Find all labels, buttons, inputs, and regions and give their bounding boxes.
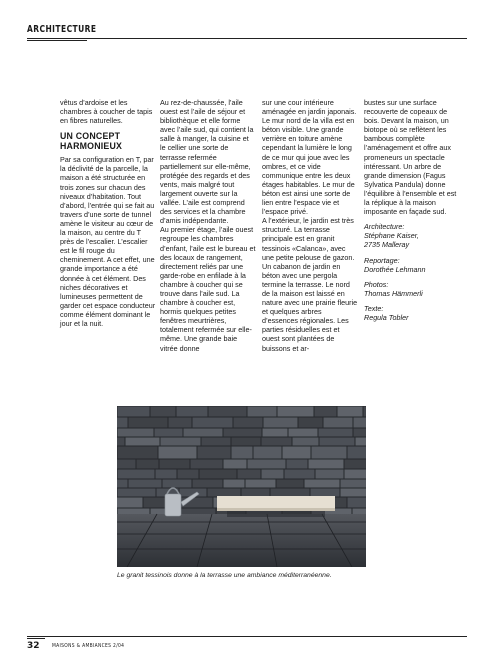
credit-value: Regula Tobler [364,312,409,322]
wall-stone [314,406,337,417]
wall-stone [183,428,223,437]
wall-stone [197,446,231,459]
text-column-1 [60,98,156,328]
wall-stone [276,479,304,488]
wall-stone [340,488,366,497]
header-rule [27,38,467,39]
wall-stone [315,469,344,479]
wall-stone [304,479,340,488]
wall-stone [201,437,231,446]
wall-stone [347,497,366,508]
wall-stone [323,417,353,428]
wall-stone [125,437,160,446]
paragraph: Par sa configuration en T, par la déclivité de la parcelle, la maison a été structurée en trois zones sur chacun des niveaux d’habitation. Tout d’abord, l’entrée qui se fait au travers d’une sorte de tunnel amène le visiteur au cœur de la maison, au centre du T près de l’escalier. L’escalier est le fil rouge du cheminement. A cet effet, une grande importance a été donnée à cet élément. Des niches décoratives et lumineuses permettent de garder cet espace conducteur comme élément dominant le jour et la nuit. [60,155,156,328]
wall-stone [353,417,366,428]
wall-stone [247,406,277,417]
wall-stone [308,459,344,469]
wall-stone [117,479,128,488]
photo-caption: Le granit tessinois donne à la terrasse une ambiance méditerranéenne. [117,572,332,579]
paragraph: A l’extérieur, le jardin est très structuré. La terrasse principale est en granit tessinois «Calanca», avec une petite pelouse de gazon. Un cabanon de jardin en béton avec une pergola termine la terrasse. Le nord de la maison est laissé en nature avec une prairie fleurie et quelques arbres d’essences régionales. Les parties résiduelles est et ouest sont plantées de buissons et ar- [262,216,358,353]
section-title: ARCHITECTURE [27,24,97,35]
wall-stone [117,437,125,446]
paragraph: sur une cour intérieure aménagée en jardin japonais. Le mur nord de la villa est en béton visible. Une grande verrière en toiture amène cependant la lumière le long de ce mur qui joue avec les ombres, et ce vide communique entre les deux étages habitables. Le mur de béton est ainsi une sorte de lien entre l’espace vie et l’espace privé. [262,98,357,217]
footer-rule [27,636,467,637]
wall-stone [245,479,276,488]
text-column-3 [262,98,358,353]
paragraph: bustes sur une surface recouverte de copeaux de bois. Devant la maison, un biotope où se reflètent les bambous complète l’aménagement et offre aux promeneurs un spectacle intéressant. Un arbre de grande dimension (Fagus Sylvatica Pandula) donne l’équilibre à l’ensemble et est la réplique à la maison imposante en façade sud. [364,98,457,217]
wall-stone [117,417,128,428]
credit-label: Texte: [364,303,384,313]
wall-stone [208,406,247,417]
wall-stone [162,479,192,488]
wall-stone [136,459,159,469]
wall-stone [117,406,150,417]
wall-stone [344,459,366,469]
terrace-photo [117,406,366,567]
wall-stone [168,417,192,428]
wall-stone [247,459,286,469]
credit-label: Architecture: [364,222,405,232]
wall-stone [192,417,233,428]
wall-stone [263,417,298,428]
credit-value: 2735 Malleray [364,240,410,250]
credit-value: Thomas Hämmerli [364,288,423,298]
wall-stone [270,488,310,497]
wall-stone [117,488,156,497]
wall-stone [261,469,284,479]
credit-value: Stéphane Kaiser, [364,231,419,241]
subheading: UN CONCEPT HARMONIEUX [60,131,123,152]
wall-stone [355,437,366,446]
wall-stone [284,469,315,479]
wall-stone [159,459,190,469]
wall-stone [233,417,263,428]
stone-wall-illustration [117,406,366,567]
wall-stone [192,479,223,488]
wall-stone [337,406,363,417]
wall-stone [117,497,143,508]
wall-stone [158,446,197,459]
page-number: 32 [27,641,40,651]
wall-stone [310,488,340,497]
wall-stone [286,459,308,469]
wall-stone [277,406,314,417]
wall-stone [177,469,199,479]
wall-stone [288,428,318,437]
wall-stone [319,437,355,446]
paragraph: vêtus d’ardoise et les chambres à coucher de tapis en fibres naturelles. [60,98,153,126]
text-column-2 [160,98,256,353]
wall-stone [155,469,177,479]
footer-rule-accent [27,638,45,639]
wall-stone [176,406,208,417]
wall-stone [207,488,241,497]
wall-stone [262,428,288,437]
paragraph: Au rez-de-chaussée, l’aile ouest est l’aile de séjour et bibliothèque et elle forme avec l’aile sud, qui contient la salle à manger, la cuisine et le cellier une sorte de terrasse refermée partiellement sur elle-même, protégée des regards et des vents, mais malgré tout largement ouverte sur la vallée. L’aile est comprend des services et la chambre d’amis indépendante. [160,98,254,226]
wall-stone [237,469,261,479]
wall-stone [117,469,155,479]
wall-stone [223,428,262,437]
wall-stone [160,437,201,446]
wall-stone [353,428,366,437]
header-rule-accent [27,40,87,41]
wall-stone [344,469,366,479]
wall-stone [340,479,366,488]
wall-stone [154,428,183,437]
wall-stone [128,417,168,428]
wall-stone [199,469,237,479]
wall-stone [347,446,366,459]
credit-label: Reportage: [364,255,400,265]
wall-stone [241,488,270,497]
wall-stone [292,437,319,446]
wall-stone [253,446,282,459]
wall-stone [150,406,176,417]
text-column-4 [364,98,460,328]
wall-stone [117,428,154,437]
wall-stone [117,446,158,459]
wall-stone [231,446,253,459]
credit-label: Photos: [364,279,389,289]
paragraph: Au premier étage, l’aile ouest regroupe les chambres d’enfant, l’aile est le bureau et des locaux de rangement, directement reliés par une garde-robe en enfilade à la chambre à coucher qui se trouve dans l’aile sud. La chambre à coucher est, hormis quelques petites fenêtres meurtrières, totalement refermée sur elle-même. Une grande baie vitrée donne [160,225,256,353]
wall-stone [223,459,247,469]
wall-stone [190,459,223,469]
wall-stone [128,479,162,488]
wall-stone [223,479,245,488]
credits [364,222,460,322]
wall-stone [282,446,311,459]
wall-stone [298,417,323,428]
wall-stone [311,446,347,459]
wall-stone [231,437,261,446]
wall-stone [117,459,136,469]
wall-stone [261,437,292,446]
wall-stone [318,428,353,437]
wall-stone [363,406,366,417]
credit-value: Dorothée Lehmann [364,264,426,274]
magazine-name: MAISONS & AMBIANCES 2/04 [52,643,125,649]
